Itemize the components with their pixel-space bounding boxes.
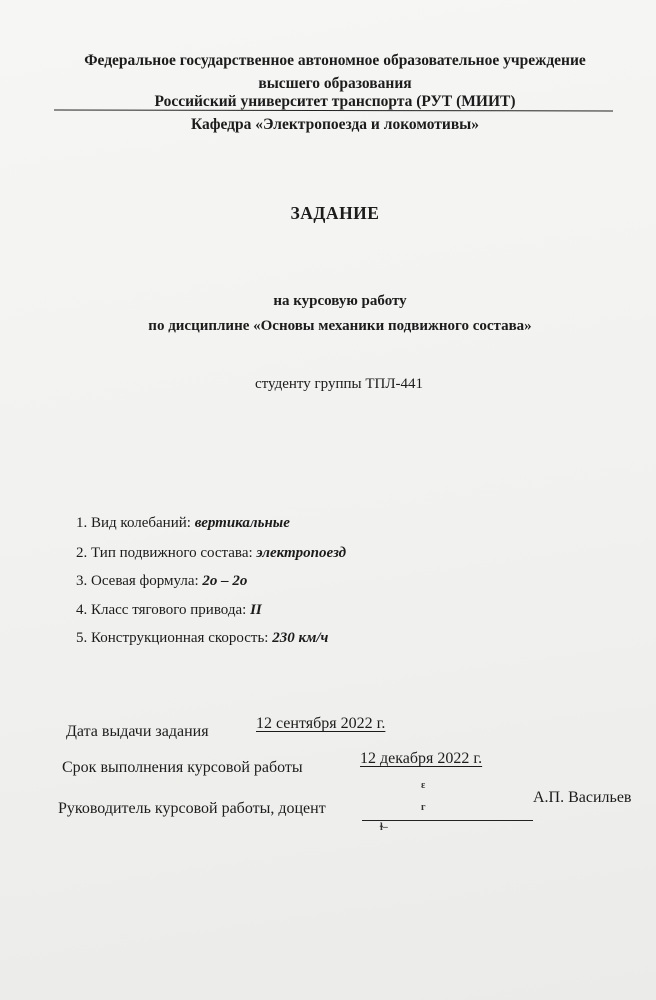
task-item — [76, 573, 247, 590]
task-item-value: 230 км/ч — [272, 630, 329, 646]
task-item-label: 1. Вид колебаний: — [76, 515, 195, 531]
handwritten-mark: г — [421, 802, 426, 813]
issue-date-label: Дата выдачи задания — [66, 723, 209, 740]
task-item-value: II — [250, 602, 262, 618]
supervisor-label: Руководитель курсовой работы, доцент — [58, 800, 326, 817]
header-department: Кафедра «Электропоезда и локомотивы» — [190, 116, 480, 133]
task-item-label: 3. Осевая формула: — [76, 573, 203, 589]
task-item-value: вертикальные — [194, 515, 290, 531]
supervisor-name: А.П. Васильев — [533, 789, 632, 806]
task-item — [76, 545, 346, 562]
task-item-label: 5. Конструкционная скорость: — [76, 630, 273, 646]
handwritten-mark: ɛ — [421, 780, 426, 791]
header-education-level: высшего образования — [258, 75, 412, 92]
subtitle-coursework: на курсовую работу — [273, 293, 407, 309]
header-divider — [54, 110, 613, 112]
subtitle-discipline: по дисциплине «Основы механики подвижного состава» — [148, 318, 532, 334]
deadline-label: Срок выполнения курсовой работы — [62, 759, 303, 776]
header-organization-type: Федеральное государственное автономное образовательное учреждение — [84, 52, 586, 69]
page-title: ЗАДАНИЕ — [290, 203, 380, 223]
task-item-label: 2. Тип подвижного состава: — [76, 545, 257, 561]
task-item — [76, 602, 262, 619]
task-item-label: 4. Класс тягового привода: — [76, 602, 251, 618]
header-university: Российский университет транспорта (РУТ (МИИТ) — [154, 93, 516, 110]
task-item-value: электропоезд — [256, 545, 347, 561]
task-item — [76, 630, 328, 647]
handwritten-mark: ɫ– — [380, 822, 388, 833]
task-item-value: 2о – 2о — [202, 573, 248, 589]
signature-line — [362, 820, 533, 821]
deadline-value: 12 декабря 2022 г. — [360, 750, 483, 767]
issue-date-value: 12 сентября 2022 г. — [256, 715, 386, 732]
student-group: студенту группы ТПЛ-441 — [255, 376, 423, 392]
task-item — [76, 515, 290, 532]
